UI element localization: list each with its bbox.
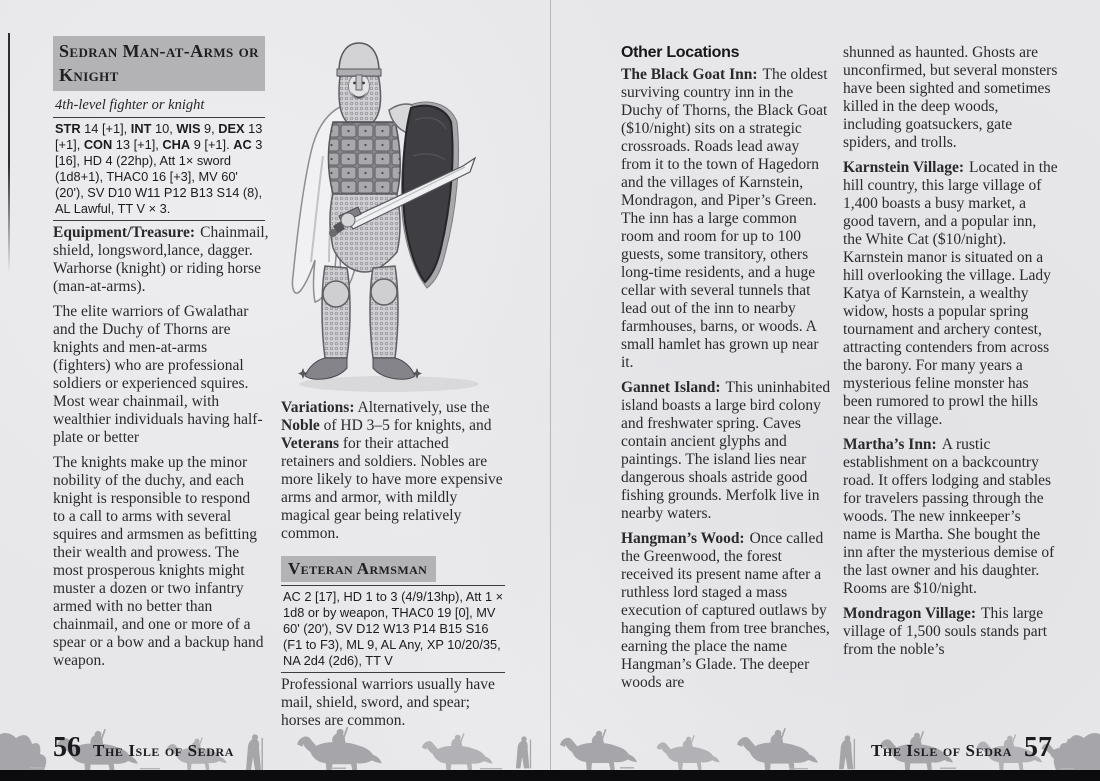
location-label: The Black Goat Inn: <box>621 66 758 83</box>
knee-cop <box>323 281 349 307</box>
location-paragraph: Karnstein Village: Located in the hill country, this large village of 1,400 boasts a busy market, a good tavern, and a popular inn, the White Cat ($10/night). Karnstein manor is situated on a hill overlooking the village. Lady Katya of Karnstein, a wealthy widow, hosts a popular spring tournament and archery contest, attracting contenders from across the barony. For many years a mysterious feline monster has been rumored to prowl the hills near the village. <box>843 159 1058 428</box>
knight-illustration <box>288 26 520 398</box>
veteran-stat-block: AC 2 [17], HD 1 to 3 (4/9/13hp), Att 1 × 1d8 or by weapon, THAC0 19 [0], MV 60' (20'), SV D12 W13 P14 B15 S16 (F1 to F3), ML 9, AL Any, XP 10/20/35, NA 2d4 (2d6), TT V <box>283 589 504 668</box>
knight-drawing-art <box>288 26 520 398</box>
bottom-black-bar <box>0 770 1100 781</box>
right-page-column-1 <box>621 44 832 699</box>
location-label: Hangman’s Wood: <box>621 530 745 547</box>
right-page-column-2 <box>843 44 1058 666</box>
location-paragraph: Hangman’s Wood: Once called the Greenwood, the forest received its present name after a ruthless lord staged a mass execution of captured outlaws by hanging them from tree branches, earning the place the name Hangman’s Glade. The deeper woods are <box>621 530 830 691</box>
location-label: Martha’s Inn: <box>843 436 937 453</box>
gauntlet-hand <box>341 213 355 227</box>
location-label: Mondragon Village: <box>843 605 977 622</box>
location-paragraph: Mondragon Village: This large village of 1,500 souls stands part from the noble’s <box>843 605 1048 658</box>
location-paragraph: shunned as haunted. Ghosts are unconfirmed, but several monsters have been sighted and sometimes killed in the deep woods, including goatsuckers, gate spiders, and trolls. <box>843 44 1058 151</box>
equipment-text: Chainmail, shield, longsword,lance, dagger. Warhorse (knight) or riding horse (man-at-arms). <box>53 224 269 295</box>
page-number-right: 57 <box>1024 732 1052 763</box>
left-page-column-2 <box>281 399 505 737</box>
body-paragraph: The knights make up the minor nobility of the duchy, and each knight is responsible to respond to a call to arms with several squires and armsmen as befitting their wealth and prowess. The most prosperous knights might muster a dozen or two infantry armed with no better than chainmail, and one or more of a spear or a bow and a backup hand weapon. <box>53 454 264 669</box>
stat-block-rule-bottom <box>53 220 265 221</box>
monster-heading: Sedran Man-at-Arms or Knight <box>53 36 265 91</box>
veteran-heading: Veteran Armsman <box>281 556 436 582</box>
book-title-right: The Isle of Sedra <box>870 741 1012 760</box>
equipment-label: Equipment/Treasure: <box>53 224 196 241</box>
variations-paragraph: Variations: Alternatively, use the Noble of HD 3–5 for knights, and Veterans for their attached retainers and soldiers. Nobles are more likely to have more expensive arms and armor, with mildly magical gear being relatively common. <box>281 399 503 542</box>
knee-cop <box>371 279 397 305</box>
stat-block-rule-bottom <box>281 672 505 673</box>
left-leg <box>322 266 350 358</box>
footer-left <box>53 732 234 764</box>
location-label: Gannet Island: <box>621 379 721 396</box>
monster-subtitle: 4th-level fighter or knight <box>55 97 205 113</box>
lamellar-cuirass <box>329 122 401 194</box>
left-page-column-1 <box>53 36 269 677</box>
veteran-text: Professional warriors usually have mail, shield, sword, and spear; horses are common. <box>281 676 495 729</box>
sword-pommel <box>329 229 337 237</box>
footer-right <box>871 732 1052 764</box>
location-paragraph: Martha’s Inn: A rustic establishment on a backcountry road. It offers lodging and stables for travelers passing through the woods. The new innkeeper’s name is Martha. She bought the inn after the mysterious demise of the last owner and his daughter. Rooms are $10/night. <box>843 436 1055 597</box>
left-foot <box>305 358 347 379</box>
stat-block-rule-top <box>53 117 265 118</box>
page-footer <box>0 726 1100 781</box>
page-gutter-divider <box>550 0 551 770</box>
location-paragraph: The Black Goat Inn: The oldest surviving country inn in the Duchy of Thorns, the Black Goat ($10/night) sits on a strategic crossroads. Roads lead away from it to the town of Hagedorn and the villages of Karnstein, Mondragon, and Piper’s Green. The inn has a large common room and room for up to 100 guests, some transitory, others long-time residents, and a huge cellar with several tunnels that lead out of the inn to nearby farmhouses, barns, or woods. A small hamlet has grown up near it. <box>621 66 828 371</box>
stat-block: STR 14 [+1], INT 10, WIS 9, DEX 13 [+1], CON 13 [+1], CHA 9 [+1]. AC 3 [16], HD 4 (22hp), Att 1× sword (1d8+1), THAC0 16 [+3], MV 60' (20'), SV D10 W11 P12 B13 S14 (8), AL Lawful, TT V × 3. <box>55 121 263 216</box>
location-paragraph: Gannet Island: This uninhabited island boasts a large bird colony and freshwater spring. Caves contain ancient glyphs and paintings. The island lies near dangerous shoals astride good fishing grounds. Merfolk live in nearby waters. <box>621 379 831 522</box>
stat-block-rule-top <box>281 585 505 586</box>
equipment-paragraph <box>53 224 269 296</box>
body-paragraph: The elite warriors of Gwalathar and the Duchy of Thorns are knights and men-at-arms (fighters) who are professional soldiers or experienced squires. Most wear chainmail, with wealthier individuals having half-plate or better <box>53 303 263 446</box>
book-title-left: The Isle of Sedra <box>93 741 235 760</box>
page-number-left: 56 <box>53 732 81 763</box>
location-label: Karnstein Village: <box>843 159 964 176</box>
left-margin-rule <box>8 33 10 273</box>
section-heading: Other Locations <box>621 44 740 61</box>
nasal-guard <box>356 75 362 90</box>
